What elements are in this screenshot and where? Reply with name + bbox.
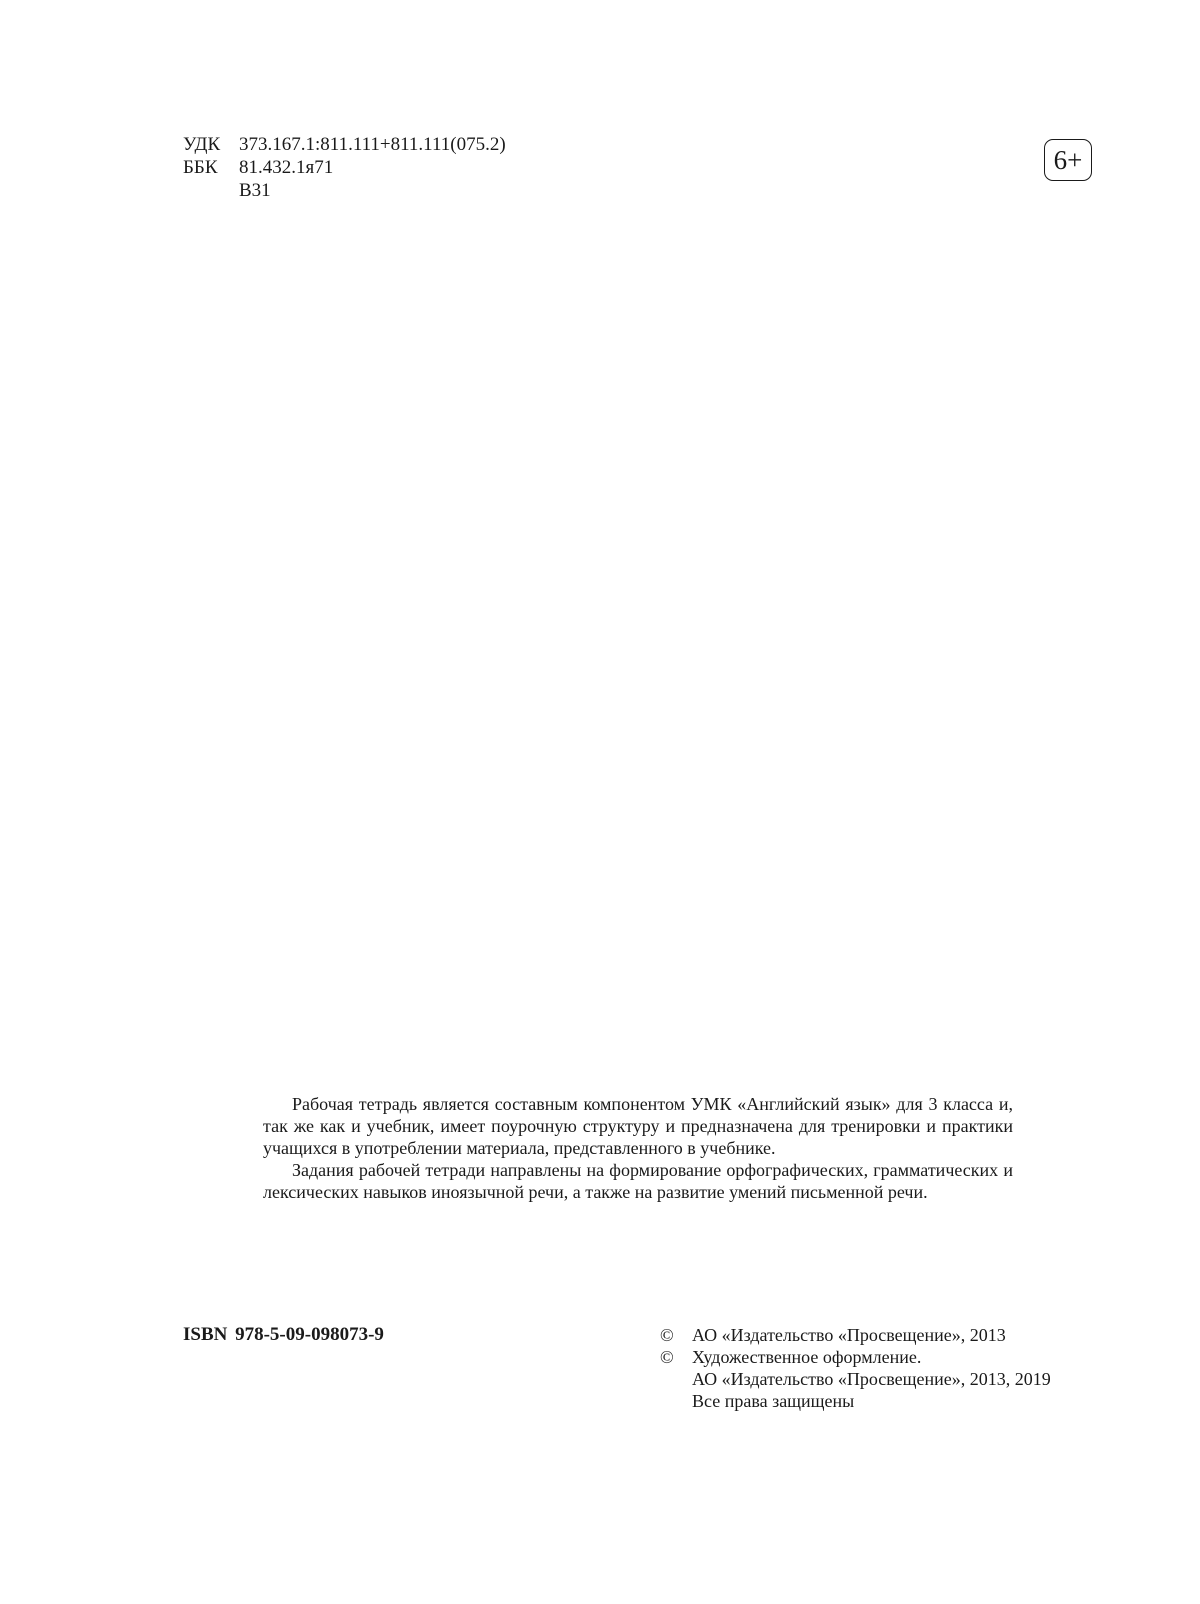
bbk-value: 81.432.1я71 xyxy=(239,157,334,178)
annotation xyxy=(263,1093,1013,1203)
annotation-paragraph: Рабочая тетрадь является составным компонентом УМК «Английский язык» для 3 класса и, так же как и учебник, имеет поурочную структуру и предназначена для тренировки и практики учащихся в употреблении материала, представленного в учебнике. xyxy=(263,1094,1013,1158)
copyright-line xyxy=(660,1346,1051,1368)
copyright-text: АО «Издательство «Просвещение», 2013, 2019 xyxy=(692,1369,1051,1389)
copyright-icon: © xyxy=(660,1347,674,1367)
udk-row xyxy=(183,133,506,156)
bbk-row xyxy=(183,156,506,179)
isbn: ISBN 978-5-09-098073-9 xyxy=(183,1324,384,1345)
bbk-label: ББК xyxy=(183,157,218,178)
udk-label: УДК xyxy=(183,134,221,155)
copyright-text: АО «Издательство «Просвещение», 2013 xyxy=(692,1325,1006,1345)
author-mark-row xyxy=(183,179,506,202)
copyright-icon: © xyxy=(660,1325,674,1345)
rights-reserved: Все права защищены xyxy=(692,1391,855,1411)
copyright-line xyxy=(660,1324,1051,1346)
author-mark: В31 xyxy=(239,180,271,201)
age-rating-badge: 6+ xyxy=(1044,139,1092,181)
udk-value: 373.167.1:811.111+811.111(075.2) xyxy=(239,134,506,155)
copyright-block xyxy=(660,1324,1051,1412)
copyright-text: Художественное оформление. xyxy=(692,1347,922,1367)
annotation-paragraph: Задания рабочей тетради направлены на формирование орфографических, грамматических и лексических навыков иноязычной речи, а также на развитие умений письменной речи. xyxy=(263,1160,1013,1202)
classification-block xyxy=(183,133,506,202)
